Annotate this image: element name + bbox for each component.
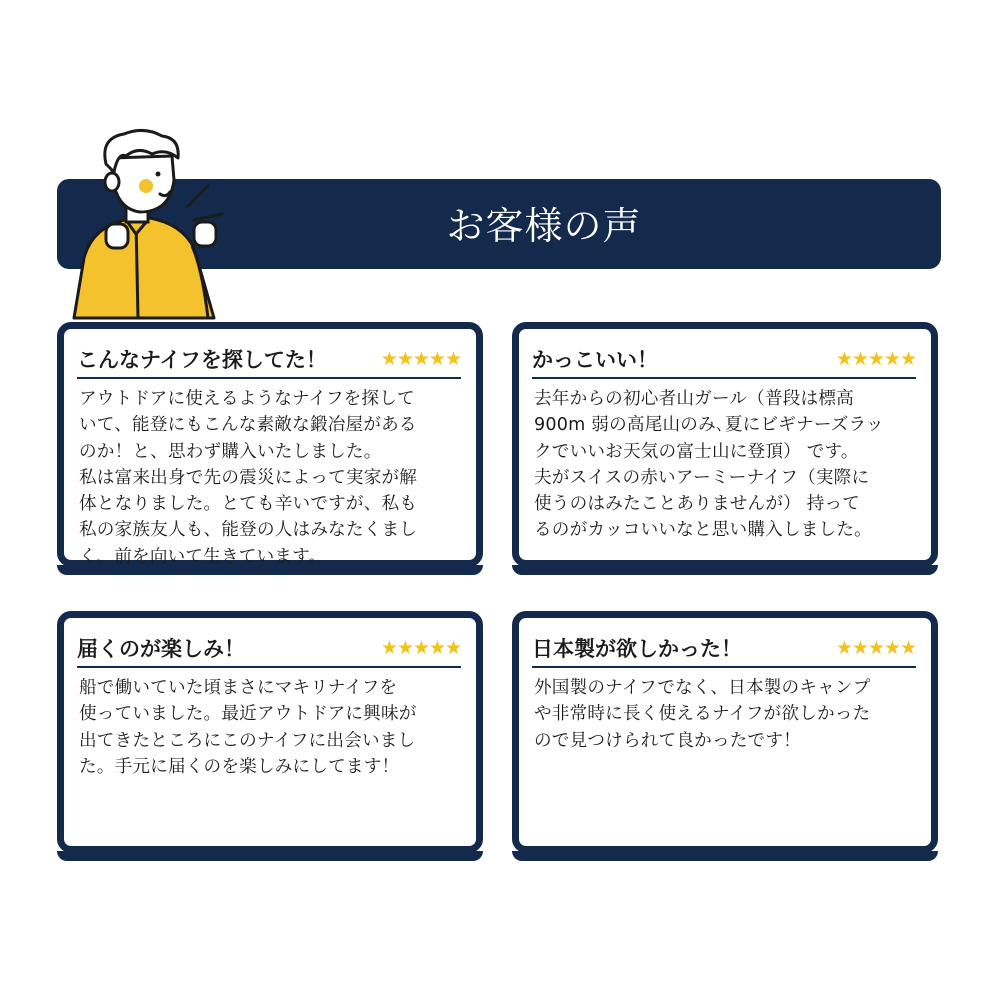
- review-card: [57, 611, 483, 853]
- review-text: アウトドアに使えるようなナイフを探して いて、能登にもこんな素敵な鍛冶屋がある のか！と、思わず購入いたしました。 私は富来出身で先の震災によって実家が解 体となりました。とても辛いですが、私も 私の家族友人も、能登の人はみなたくまし く、前を向いて生きています。: [79, 389, 418, 567]
- star-rating-icon: ★★★★★: [380, 637, 461, 659]
- star-rating-icon: ★★★★★: [380, 348, 461, 370]
- review-card-header: [77, 341, 461, 379]
- review-card: [57, 322, 483, 567]
- review-card: [512, 611, 938, 853]
- review-card-header: [532, 630, 916, 668]
- review-text: 去年からの初心者山ガール（普段は標高 900m 弱の高尾山のみ､夏にビギナーズラッ クでいいお天気の富士山に登頂） です。 夫がスイスの赤いアーミーナイフ（実際に 使うのはみたことありませんが） 持って るのがカッコいいなと思い購入しました。: [534, 389, 884, 541]
- review-text: 船で働いていた頃まさにマキリナイフを 使っていました。最近アウトドアに興味が 出てきたところにこのナイフに出会いまし た。手元に届くのを楽しみにしてます！: [79, 678, 417, 777]
- review-title: こんなナイフを探してた！: [77, 348, 327, 372]
- review-card-header: [77, 630, 461, 668]
- star-rating-icon: ★★★★★: [835, 637, 916, 659]
- page-title: お客様の声: [446, 204, 642, 248]
- review-card: [512, 322, 938, 567]
- review-card-header: [532, 341, 916, 379]
- review-text: 外国製のナイフでなく、日本製のキャンプ や非常時に長く使えるナイフが欲しかった ので見つけられて良かったです！: [534, 678, 871, 751]
- review-title: 届くのが楽しみ！: [77, 637, 245, 661]
- review-title: かっこいい！: [532, 348, 658, 372]
- cheering-man-illustration: [62, 128, 232, 320]
- star-rating-icon: ★★★★★: [835, 348, 916, 370]
- review-title: 日本製が欲しかった！: [532, 637, 742, 661]
